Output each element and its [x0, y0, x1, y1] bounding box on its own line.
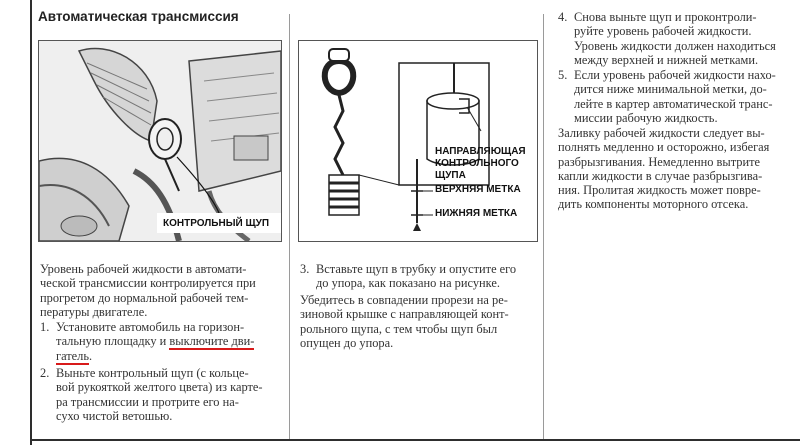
step-line: Если уровень рабочей жидкости нахо-: [574, 68, 776, 82]
intro-line: прогретом до нормальной рабочей тем-: [40, 290, 249, 305]
highlighted-text: выключите дви-: [169, 334, 255, 349]
guide-callout: [435, 146, 526, 182]
step-line: [56, 334, 254, 348]
intro-line: Уровень рабочей жидкости в автомати-: [40, 262, 247, 276]
note-line: Убедитесь в совпадении прорези на ре-: [300, 293, 508, 307]
note-line: рольного щупа, с тем чтобы щуп был: [300, 321, 498, 336]
step-line: лейте в картер автоматической транс-: [574, 96, 773, 111]
step-line-part: .: [89, 348, 93, 363]
intro-paragraph: [40, 262, 256, 319]
dipstick-callout: КОНТРОЛЬНЫЙ ЩУП: [163, 218, 270, 229]
note-line: дить компоненты моторного отсека.: [558, 197, 749, 212]
step-number: 4.: [558, 10, 568, 24]
step-number: 2.: [40, 366, 50, 380]
step-2: [40, 366, 285, 426]
guide-callout-line: ЩУПА: [435, 170, 466, 181]
step-text: [56, 320, 254, 363]
step-text: [56, 366, 263, 423]
step-line: дится ниже минимальной метки, до-: [574, 82, 767, 97]
step-line: миссии рабочую жидкость.: [574, 110, 718, 125]
note-line: разбрызгивания. Немедленно вытрите: [558, 154, 761, 169]
step-number: 1.: [40, 320, 50, 334]
guide-callout-line: КОНТРОЛЬНОГО: [435, 158, 519, 169]
note-line: Заливку рабочей жидкости следует вы-: [558, 126, 765, 140]
section-title: Автоматическая трансмиссия: [38, 9, 239, 24]
step-5: [558, 68, 798, 128]
note-line: полнять медленно и осторожно, избегая: [558, 140, 770, 155]
note-line: капли жидкости в случае разбрызгива-: [558, 168, 763, 183]
column-divider-1: [289, 14, 290, 439]
step-line: Вставьте щуп в трубку и опустите его: [316, 262, 517, 276]
note-line: ния. Пролитая жидкость может повре-: [558, 183, 761, 198]
step-text: [574, 10, 776, 67]
intro-line: ческой трансмиссии контролируется при: [40, 276, 256, 291]
step-line: Уровень жидкости должен находиться: [574, 38, 776, 53]
step-line: [56, 349, 254, 363]
step-number: 3.: [300, 262, 310, 276]
step-line-part: тальную площадку и: [56, 334, 170, 349]
page-frame-left: [30, 0, 32, 445]
page-frame-bottom: [30, 439, 800, 441]
note-line: опущен до упора.: [300, 335, 394, 350]
step-line: Выньте контрольный щуп (с кольце-: [56, 366, 249, 380]
step-4: [558, 10, 798, 70]
step-text: [574, 68, 776, 125]
insertion-note: [300, 293, 509, 350]
step-line: вой рукояткой желтого цвета) из карте-: [56, 380, 263, 395]
step-line: сухо чистой ветошью.: [56, 408, 173, 423]
step-text: [316, 262, 516, 291]
guide-callout-line: НАПРАВЛЯЮЩАЯ: [435, 146, 526, 157]
engine-illustration: [39, 41, 281, 241]
step-3: [300, 262, 540, 292]
highlighted-text: гатель: [56, 348, 90, 363]
refill-note: [558, 126, 769, 212]
engine-figure: [38, 40, 282, 242]
step-number: 5.: [558, 68, 568, 82]
step-line: Снова выньте щуп и проконтроли-: [574, 10, 757, 24]
step-line: до упора, как показано на рисунке.: [316, 276, 500, 291]
upper-mark-callout: ВЕРХНЯЯ МЕТКА: [435, 184, 521, 195]
step-line: между верхней и нижней метками.: [574, 52, 759, 67]
step-line: Установите автомобиль на горизон-: [56, 320, 245, 334]
note-line: зиновой крышке с направляющей конт-: [300, 307, 509, 322]
step-line: ра трансмиссии и протрите его на-: [56, 394, 239, 409]
intro-line: пературы двигателе.: [40, 304, 148, 319]
column-divider-2: [543, 14, 544, 439]
lower-mark-callout: НИЖНЯЯ МЕТКА: [435, 208, 518, 219]
dipstick-figure: [298, 40, 538, 242]
step-1: [40, 320, 285, 364]
step-line: руйте уровень рабочей жидкости.: [574, 24, 752, 39]
